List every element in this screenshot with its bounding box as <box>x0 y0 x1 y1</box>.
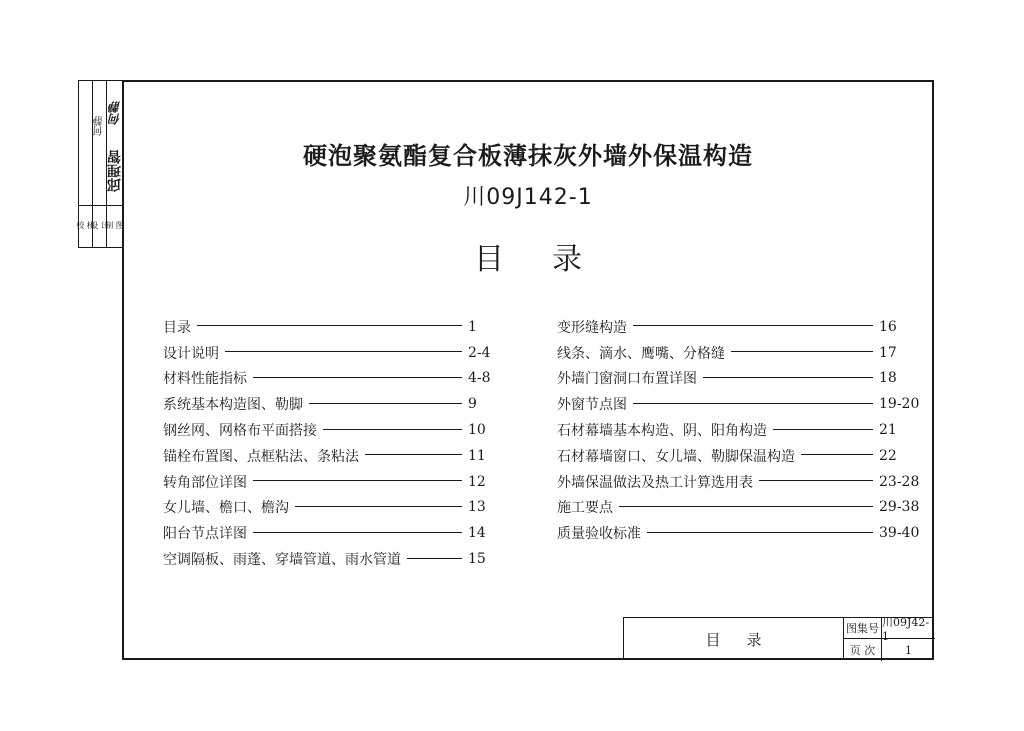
toc-page: 39-40 <box>879 525 920 542</box>
role-design: 设 计 <box>90 221 109 230</box>
toc-entry[interactable] <box>163 314 508 340</box>
toc-leader <box>225 351 462 352</box>
toc-leader <box>731 351 873 352</box>
toc-leader <box>407 558 462 559</box>
title-block-name: 目录 <box>624 618 844 660</box>
signature-column <box>107 81 123 247</box>
role-review: 校 核 <box>76 221 95 230</box>
toc-leader <box>197 325 462 326</box>
toc-page: 18 <box>879 370 897 387</box>
toc-label: 变形缝构造 <box>557 319 627 336</box>
document-title: 硬泡聚氨酯复合板薄抹灰外墙外保温构造 <box>303 142 753 170</box>
toc-page: 29-38 <box>879 499 920 516</box>
atlas-code: 川09J142-1 <box>463 185 593 210</box>
toc-entry[interactable] <box>163 546 508 572</box>
signature-strip <box>78 80 122 248</box>
toc-leader <box>619 506 873 507</box>
toc-entry[interactable] <box>557 469 919 495</box>
toc-entry[interactable] <box>163 469 508 495</box>
toc-leader <box>309 403 462 404</box>
toc-leader <box>323 429 462 430</box>
toc-page: 22 <box>879 447 897 464</box>
toc-page: 10 <box>468 422 486 439</box>
toc-leader <box>253 377 462 378</box>
toc-leader <box>253 532 462 533</box>
toc-entry[interactable] <box>557 520 919 546</box>
toc-entry[interactable] <box>163 443 508 469</box>
toc-page: 23-28 <box>879 473 920 490</box>
toc-label: 转角部位详图 <box>163 474 247 491</box>
toc-entry[interactable] <box>557 443 919 469</box>
toc-page: 21 <box>879 422 897 439</box>
toc-page: 16 <box>879 318 897 335</box>
toc-label: 系统基本构造图、勒脚 <box>163 397 303 414</box>
page-number-value: 1 <box>905 643 912 657</box>
toc-label: 石材幕墙窗口、女儿墙、勒脚保温构造 <box>557 448 795 465</box>
toc-page: 12 <box>468 473 486 490</box>
toc-label: 设计说明 <box>163 345 219 362</box>
toc-left-column <box>163 314 508 572</box>
page-number-label: 页 次 <box>844 639 882 661</box>
toc-entry[interactable] <box>163 417 508 443</box>
toc-page: 9 <box>468 396 477 413</box>
toc-leader <box>647 532 873 533</box>
toc-label: 施工要点 <box>557 500 613 517</box>
toc-leader <box>633 403 873 404</box>
toc-label: 外墙保温做法及热工计算选用表 <box>557 474 753 491</box>
toc-page: 14 <box>468 525 486 542</box>
toc-entry[interactable] <box>163 391 508 417</box>
designer-name: 邱理智 <box>106 150 123 192</box>
toc-page: 17 <box>879 344 897 361</box>
toc-label: 外墙门窗洞口布置详图 <box>557 371 697 388</box>
toc-label: 女儿墙、檐口、檐沟 <box>163 500 289 517</box>
toc-page: 19-20 <box>879 396 920 413</box>
toc-label: 质量验收标准 <box>557 526 641 543</box>
toc-label: 外窗节点图 <box>557 397 627 414</box>
toc-leader <box>801 454 873 455</box>
toc-label: 钢丝网、网格布平面搭接 <box>163 423 317 440</box>
toc-entry[interactable] <box>163 340 508 366</box>
toc-entry[interactable] <box>557 314 919 340</box>
toc-leader <box>759 480 873 481</box>
atlas-number-value: 川09J42-1 <box>882 618 935 639</box>
toc-label: 锚栓布置图、点框粘法、条粘法 <box>163 448 359 465</box>
toc-entry[interactable] <box>163 520 508 546</box>
toc-label: 石材幕墙基本构造、阴、阳角构造 <box>557 423 767 440</box>
toc-leader <box>703 377 873 378</box>
toc-right-column <box>557 314 919 546</box>
contents-heading: 目录 <box>474 242 630 277</box>
atlas-number-label: 图集号 <box>844 618 882 639</box>
toc-entry[interactable] <box>163 495 508 521</box>
toc-entry[interactable] <box>163 366 508 392</box>
toc-page: 13 <box>468 499 486 516</box>
title-block <box>623 617 934 660</box>
toc-page: 15 <box>468 551 486 568</box>
toc-entry[interactable] <box>557 417 919 443</box>
reviewer-signature: 何静 <box>107 101 122 125</box>
toc-entry[interactable] <box>557 391 919 417</box>
toc-leader <box>365 454 462 455</box>
toc-leader <box>295 506 462 507</box>
reviewer-name: 何静 <box>93 116 105 136</box>
toc-label: 目录 <box>163 319 191 336</box>
toc-entry[interactable] <box>557 366 919 392</box>
toc-entry[interactable] <box>557 340 919 366</box>
toc-page: 4-8 <box>468 370 491 387</box>
toc-leader <box>253 480 462 481</box>
toc-leader <box>773 429 873 430</box>
toc-label: 材料性能指标 <box>163 371 247 388</box>
toc-page: 1 <box>468 318 477 335</box>
role-drawing: 制 图 <box>105 221 124 230</box>
toc-label: 阳台节点详图 <box>163 526 247 543</box>
toc-page: 2-4 <box>468 344 491 361</box>
toc-entry[interactable] <box>557 495 919 521</box>
toc-page: 11 <box>468 447 486 464</box>
toc-label: 线条、滴水、鹰嘴、分格缝 <box>557 345 725 362</box>
toc-leader <box>633 325 873 326</box>
toc-label: 空调隔板、雨蓬、穿墙管道、雨水管道 <box>163 552 401 569</box>
